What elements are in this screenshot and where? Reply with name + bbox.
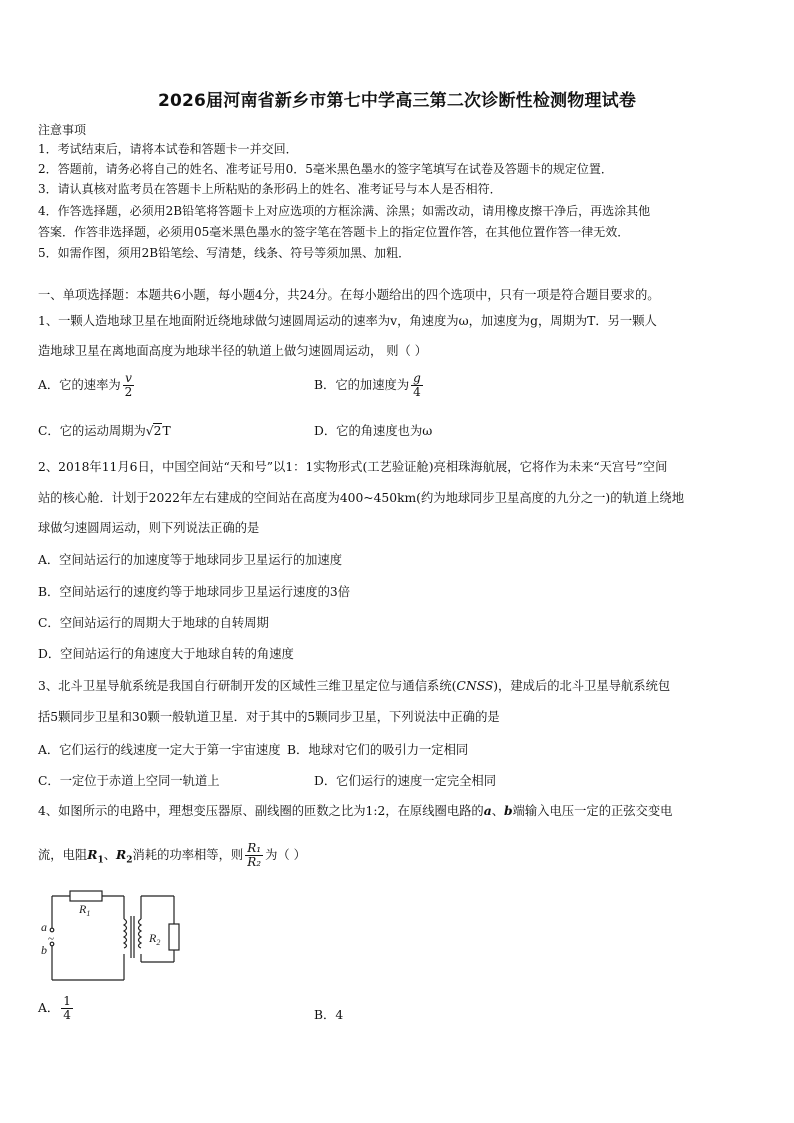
q1-stem-line2: 造地球卫星在离地面高度为地球半径的轨道上做匀速圆周运动， 则（ ） <box>38 344 428 358</box>
q2-stem-line2: 站的核心舱．计划于2022年左右建成的空间站在高度为400~450km(约为地球同步卫星高度的九分之一)的轨道上绕地 <box>38 491 685 505</box>
q3-option-d: D．它们运行的速度一定完全相同 <box>314 774 497 788</box>
q4-r1-subscript: 1 <box>97 855 104 866</box>
notice-item-5: 5．如需作图，须用2B铅笔绘、写清楚，线条、符号等须加黑、加粗． <box>38 246 411 260</box>
label-a: a <box>41 920 47 934</box>
sqrt-radicand: 2 <box>153 424 162 438</box>
q4-r2-symbol: R <box>116 847 127 862</box>
q4-stem-text-a: 4、如图所示的电路中，理想变压器原、副线圈的匝数之比为1:2，在原线圈电路的 <box>38 804 484 818</box>
notice-item-4-cont: 答案．作答非选择题，必须用05毫米黑色墨水的签字笔在答题卡上的指定位置作答，在其他位置作答一律无效． <box>38 225 630 239</box>
q3-stem-line1 <box>38 678 758 694</box>
q4-stem-sep: 、 <box>491 804 504 818</box>
q4-stem-text-f: 为（ ） <box>265 848 306 862</box>
fraction-denominator: R₂ <box>247 855 262 869</box>
q2-option-b: B．空间站运行的速度约等于地球同步卫星运行速度的3倍 <box>38 585 350 599</box>
q4-stem-text-e: 消耗的功率相等，则 <box>132 848 244 862</box>
label-b: b <box>41 943 47 957</box>
notice-item-1: 1．考试结束后，请将本试卷和答题卡一并交回． <box>38 142 298 156</box>
q2-stem-line1: 2、2018年11月6日，中国空间站“天和号”以1：1实物形式(工艺验证舱)亮相珠海航展，它将作为未来“天宫号”空间 <box>38 460 668 474</box>
q1-option-d: D．它的角速度也为ω <box>314 424 433 438</box>
fraction-denominator: 4 <box>63 1008 71 1022</box>
resistor-r1 <box>70 891 102 901</box>
q2-option-d: D．空间站运行的角速度大于地球自转的角速度 <box>38 647 294 661</box>
notice-item-3: 3．请认真核对监考员在答题卡上所粘贴的条形码上的姓名、准考证号与本人是否相符． <box>38 182 502 196</box>
primary-coil <box>124 919 127 948</box>
ac-source-symbol: ~ <box>48 933 54 945</box>
q4-stem-sep2: 、 <box>103 848 117 862</box>
q4-option-b: B．4 <box>314 1008 344 1022</box>
q1-option-c-suffix: T <box>162 424 171 438</box>
q4-terminal-a: a <box>483 803 492 818</box>
resistor-r2 <box>169 924 179 950</box>
q3-option-b: B．地球对它们的吸引力一定相同 <box>287 743 469 757</box>
q4-stem-text-c: 端输入电压一定的正弦交变电 <box>512 804 673 818</box>
q2-option-a: A．空间站运行的加速度等于地球同步卫星运行的加速度 <box>38 553 343 567</box>
q4-terminal-b: b <box>504 803 513 818</box>
fraction-numerator: v <box>123 372 135 386</box>
q4-stem-text-d: 流，电阻 <box>38 848 88 862</box>
terminal-a-dot <box>50 928 54 932</box>
q4-stem-line1 <box>38 803 758 819</box>
q1-option-b-text: B．它的加速度为 <box>314 378 410 392</box>
fraction-numerator: R₁ <box>247 841 262 855</box>
fraction-denominator: 2 <box>124 385 133 399</box>
label-r2: $R_2$ <box>149 931 161 947</box>
section-heading: 一、单项选择题：本题共6小题，每小题4分，共24分。在每小题给出的四个选项中，只有一项是符合题目要求的。 <box>38 288 660 302</box>
q3-stem-text-b: )，建成后的北斗卫星导航系统包 <box>493 679 671 693</box>
q2-option-c: C．空间站运行的周期大于地球的自转周期 <box>38 616 269 630</box>
q1-option-b-fraction <box>411 372 423 399</box>
notice-item-4: 4．作答选择题，必须用2B铅笔将答题卡上对应选项的方框涂满、涂黑；如需改动，请用橡皮擦干净后，再选涂其他 <box>38 204 651 218</box>
sqrt-sign: √ <box>145 424 154 438</box>
q1-stem-line1: 1、一颗人造地球卫星在地面附近绕地球做匀速圆周运动的速率为v，角速度为ω，加速度为g，周期为T．另一颗人 <box>38 314 657 328</box>
fraction-numerator: g <box>413 371 421 385</box>
exam-title: 2026届河南省新乡市第七中学高三第二次诊断性检测物理试卷 <box>157 91 637 111</box>
q4-option-a <box>38 995 75 1022</box>
transformer-circuit-diagram <box>34 884 194 984</box>
q4-ratio-fraction <box>245 842 263 869</box>
fraction-numerator: 1 <box>63 994 71 1008</box>
q4-r1-symbol: R <box>87 847 98 862</box>
q1-option-a-text: A．它的速率为 <box>38 378 121 392</box>
q1-option-a <box>38 372 136 399</box>
q4-r2-subscript: 2 <box>126 855 133 866</box>
q1-option-c-text: C．它的运动周期为 <box>38 424 146 438</box>
q1-option-b <box>314 372 425 399</box>
q3-stem-line2: 括5颗同步卫星和30颗一般轨道卫星．对于其中的5颗同步卫星，下列说法中正确的是 <box>38 710 500 724</box>
q3-stem-text-a: 3、北斗卫星导航系统是我国自行研制开发的区域性三维卫星定位与通信系统( <box>38 679 457 693</box>
secondary-coil <box>139 919 142 948</box>
q3-option-c: C．一定位于赤道上空同一轨道上 <box>38 774 220 788</box>
label-r1: $R_1$ <box>79 902 91 918</box>
fraction-denominator: 4 <box>413 385 421 399</box>
notice-heading: 注意事项 <box>38 123 87 137</box>
q1-option-a-fraction <box>123 372 135 399</box>
q3-stem-italic: CNSS <box>456 679 494 693</box>
q1-option-c <box>38 421 171 439</box>
q4-stem-line2 <box>38 840 758 875</box>
q4-option-a-text: A． <box>38 1001 60 1015</box>
q4-option-a-fraction <box>61 995 73 1022</box>
q2-stem-line3: 球做匀速圆周运动，则下列说法正确的是 <box>38 521 260 535</box>
q3-option-a: A．它们运行的线速度一定大于第一宇宙速度 <box>38 743 281 757</box>
notice-item-2: 2．答题前，请务必将自己的姓名、准考证号用0．5毫米黑色墨水的签字笔填写在试卷及答题卡的规定位置． <box>38 162 613 176</box>
